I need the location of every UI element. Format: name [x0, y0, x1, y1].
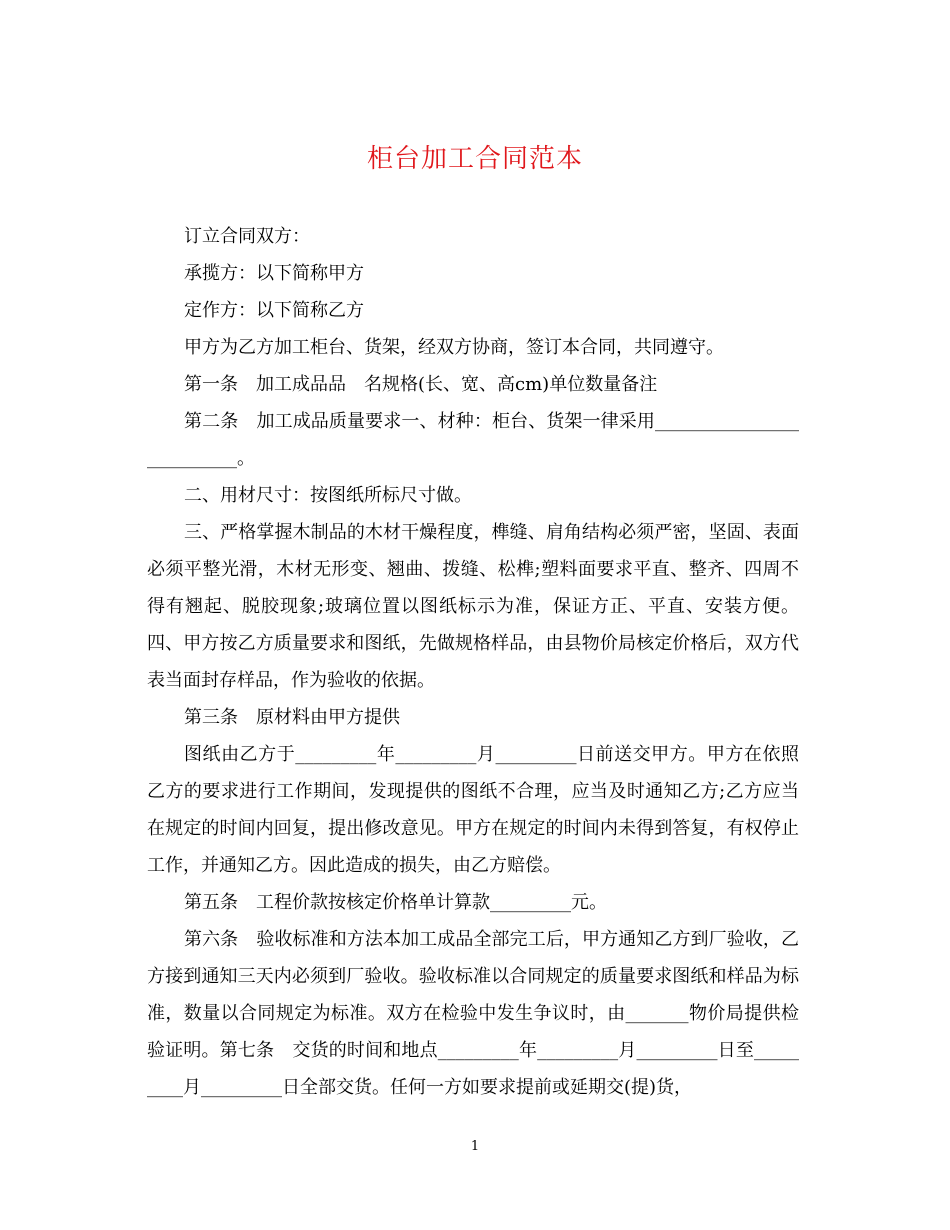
paragraph: 定作方：以下简称乙方 — [184, 300, 364, 321]
document-title: 柜台加工合同范本 — [366, 144, 583, 174]
paragraph: 图纸由乙方于_________年_________月_________日前送交甲方。甲方在依照乙方的要求进行工作期间，发现提供的图纸不合理，应当及时通知乙方;乙方应当在规定的时间内回复，提出修改意见。甲方在规定的时间内未得到答复，有权停止工作，并通知乙方。因此造成的损失，由乙方赔偿。 — [147, 744, 799, 876]
paragraph: 甲方为乙方加工柜台、货架，经双方协商，签订本合同，共同遵守。 — [184, 337, 724, 358]
paragraph: 承揽方：以下简称甲方 — [184, 263, 364, 284]
page-number: 1 — [470, 1139, 480, 1154]
paragraph: 三、严格掌握木制品的木材干燥程度，榫缝、肩角结构必须严密，坚固、表面必须平整光滑，木材无形变、翘曲、拨缝、松榫;塑料面要求平直、整齐、四周不得有翘起、脱胶现象;玻璃位置以图纸标示为准，保证方正、平直、安装方便。四、甲方按乙方质量要求和图纸，先做规格样品，由县物价局核定价格后，双方代表当面封存样品，作为验收的依据。 — [147, 522, 799, 691]
paragraph: 第六条 验收标准和方法本加工成品全部完工后，甲方通知乙方到厂验收，乙方接到通知三天内必须到厂验收。验收标准以合同规定的质量要求图纸和样品为标准，数量以合同规定为标准。双方在检验中发生争议时，由_______物价局提供检验证明。第七条 交货的时间和地点_________年_________月_________日至_________月_________日全部交货。任何一方如要求提前或延期交(提)货， — [147, 929, 799, 1098]
paragraph: 第二条 加工成品质量要求一、材种：柜台、货架一律采用__________________________。 — [147, 411, 799, 469]
paragraph: 第一条 加工成品品 名规格(长、宽、高cm)单位数量备注 — [184, 374, 658, 395]
document-body — [147, 218, 799, 1106]
paragraph: 订立合同双方： — [184, 226, 310, 247]
paragraph: 第三条 原材料由甲方提供 — [184, 707, 400, 728]
paragraph: 二、用材尺寸：按图纸所标尺寸做。 — [184, 485, 472, 506]
paragraph: 第五条 工程价款按核定价格单计算款_________元。 — [184, 892, 607, 913]
